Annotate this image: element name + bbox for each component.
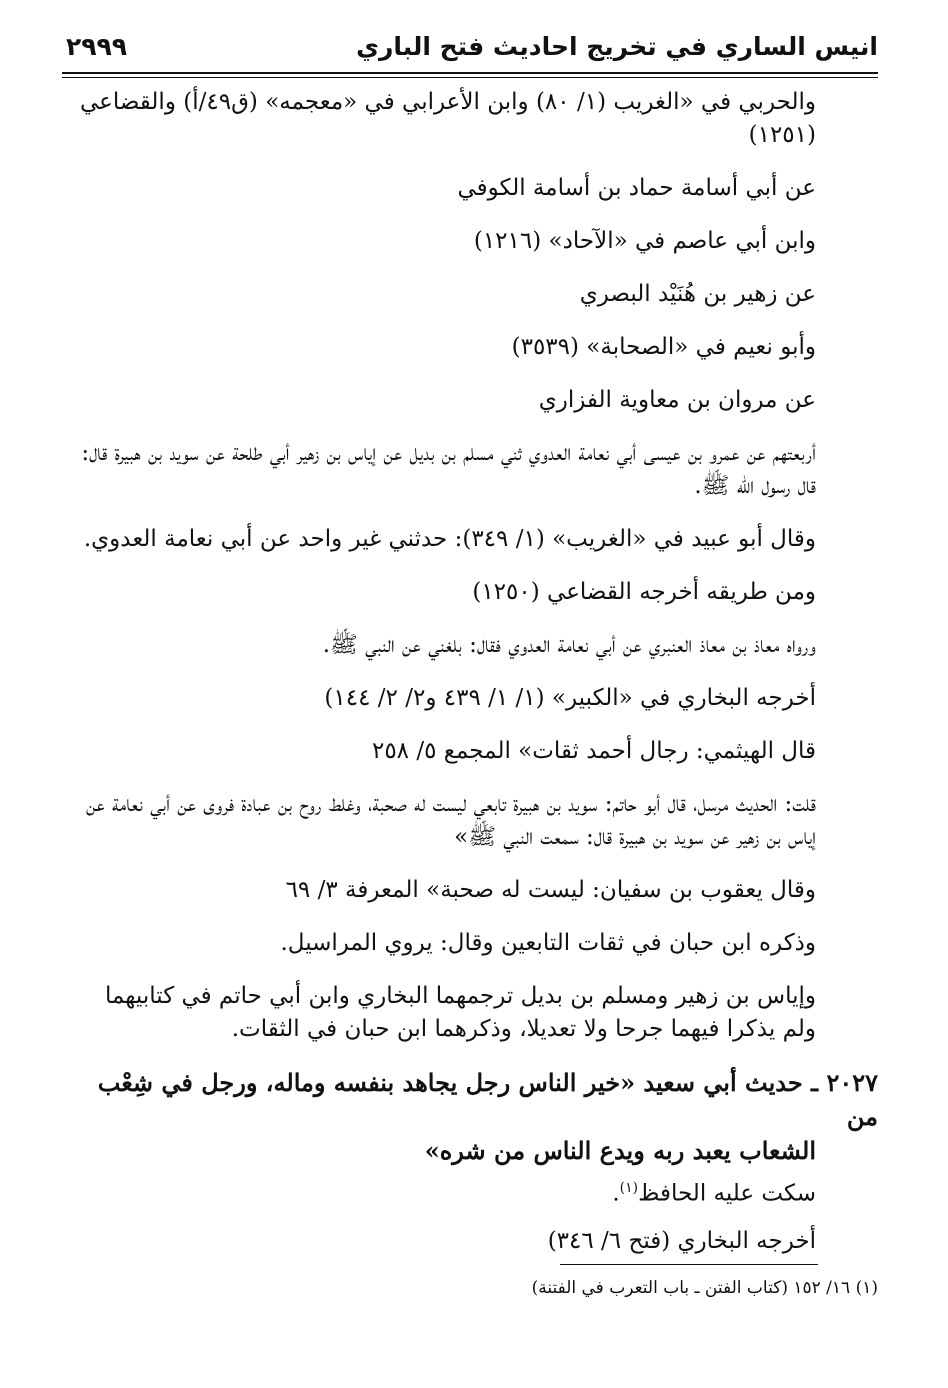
paragraph: وابن أبي عاصم في «الآحاد» (١٢١٦): [473, 228, 816, 254]
paragraph: ورواه معاذ بن معاذ العنبري عن أبي نعامة العدوي فقال: بلغني عن النبي ﷺ.: [322, 632, 816, 658]
paragraph: قلت: الحديث مرسل، قال أبو حاتم: سويد بن هبيرة تابعي ليست له صحبة، وغلط روح بن عبادة فروى عن أبي نعامة عن إياس بن زهير عن سويد بن هبيرة قال: سمعت النبي ﷺ»: [85, 791, 816, 850]
paragraph: ومن طريقه أخرجه القضاعي (١٢٥٠): [472, 579, 816, 605]
paragraph: عن زهير بن هُنَيْد البصري: [579, 281, 816, 307]
page-body: [66, 86, 878, 1278]
silence-text: سكت عليه الحافظ: [638, 1180, 816, 1207]
paragraph: وأبو نعيم في «الصحابة» (٣٥٣٩): [511, 334, 816, 360]
hadith-text: ٢٠٢٧ ـ حديث أبي سعيد «خير الناس رجل يجاهد بنفسه وماله، ورجل في شِعْب من: [97, 1068, 878, 1131]
book-title: انيس الساري في تخريج احاديث فتح الباري: [356, 32, 878, 61]
takhrij: أخرجه البخاري (فتح ٦/ ٣٤٦): [547, 1227, 816, 1254]
paragraph: قال الهيثمي: رجال أحمد ثقات» المجمع ٥/ ٢٥٨: [371, 738, 816, 764]
paragraph: أخرجه البخاري في «الكبير» (١/ ١/ ٤٣٩ و٢/ ٢/ ١٤٤): [324, 685, 816, 711]
paragraph: وذكره ابن حبان في ثقات التابعين وقال: يروي المراسيل.: [280, 930, 816, 956]
paragraph: وإياس بن زهير ومسلم بن بديل ترجمهما البخاري وابن أبي حاتم في كتابيهما ولم يذكرا فيهما جرحا ولا تعديلا، وذكرهما ابن حبان في الثقات.: [105, 983, 816, 1042]
paragraph: عن أبي أسامة حماد بن أسامة الكوفي: [457, 175, 816, 201]
footnote: (١) ١٦/ ١٥٢ (كتاب الفتن ـ باب التعرب في الفتنة): [531, 1278, 878, 1298]
hadith-heading: [66, 1066, 878, 1168]
silence-end: .: [612, 1180, 620, 1207]
paragraph: وقال يعقوب بن سفيان: ليست له صحبة» المعرفة ٣/ ٦٩: [285, 877, 816, 903]
silence-note: [66, 1172, 878, 1211]
header-rule-thick: [62, 72, 878, 74]
header-rule-thin: [62, 77, 878, 78]
paragraph: والحربي في «الغريب (١/ ٨٠) وابن الأعرابي في «معجمه» (ق٤٩/أ) والقضاعي (١٢٥١): [79, 89, 816, 148]
paragraph: أربعتهم عن عمرو بن عيسى أبي نعامة العدوي ثني مسلم بن بديل عن إياس بن زهير أبي طلحة عن سويد بن هبيرة قال: قال رسول الله ﷺ.: [81, 440, 816, 499]
running-header: [60, 30, 878, 70]
hadith-text-continued: الشعاب يعبد ربه ويدع الناس من شره»: [424, 1136, 816, 1165]
paragraph: وقال أبو عبيد في «الغريب» (١/ ٣٤٩): حدثني غير واحد عن أبي نعامة العدوي.: [83, 526, 816, 552]
footnote-rule: [560, 1264, 818, 1265]
paragraph: عن مروان بن معاوية الفزاري: [538, 387, 816, 413]
footnote-ref[interactable]: (١): [619, 1180, 639, 1196]
page-number: ٢٩٩٩: [66, 32, 128, 61]
